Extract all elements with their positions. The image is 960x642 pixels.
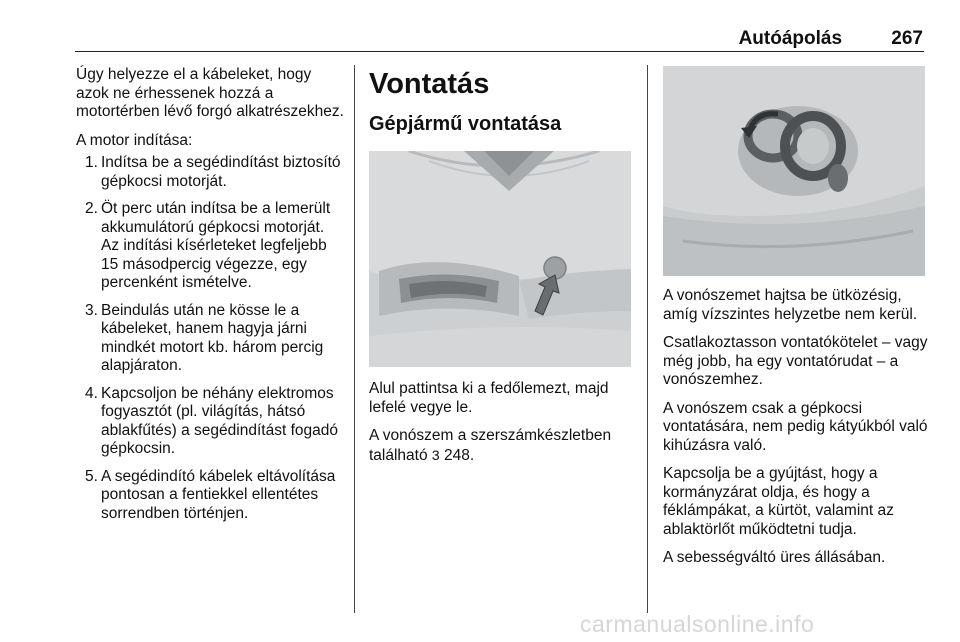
left-column [76, 66, 344, 532]
header-section-title: Autóápolás [738, 28, 843, 49]
page-header [739, 28, 923, 50]
page-reference-arrow-icon: 3 [431, 446, 440, 463]
middle-column [369, 66, 639, 475]
list-item [76, 154, 344, 191]
header-page-number: 267 [891, 28, 923, 49]
section-title: Vontatás [369, 68, 490, 100]
step-text: Indítsa be a segédindítást biztosító gépkocsi motorját. [101, 154, 341, 190]
towing-eye-illustration [663, 66, 925, 276]
watermark: carmanualsonline.info [580, 611, 815, 637]
column-divider-left [354, 65, 355, 613]
step-text: Beindulás után ne kösse le a kábeleket, hanem hagyja járni mindkét motort kb. három percig alapjáraton. [101, 301, 324, 374]
step-text: Öt perc után indítsa be a lemerült akkumulátorú gépkocsi motorját. Az indítási kísérleteket legfeljebb 15 másodpercig végezze, egy percenként ismételve. [101, 200, 331, 291]
bumper-cover-illustration [369, 151, 631, 367]
section-subtitle: Gépjármű vontatása [369, 113, 562, 135]
right-paragraph-5: A sebességváltó üres állásában. [663, 549, 886, 566]
towing-eye-location-paragraph [369, 427, 639, 465]
column-divider-right [647, 65, 648, 613]
list-item [76, 468, 344, 524]
step-text: A segédindító kábelek eltávolítása pontosan a fentiekkel ellentétes sorrendben történjen. [101, 467, 336, 522]
remove-cover-paragraph: Alul pattintsa ki a fedőlemezt, majd lefelé vegye le. [369, 380, 609, 416]
list-item [76, 200, 344, 293]
step-number: 4. [85, 384, 98, 402]
header-rule [75, 51, 924, 52]
step-number: 5. [85, 467, 98, 485]
list-item [76, 302, 344, 376]
right-paragraph-2: Csatlakoztasson vontatókötelet – vagy még jobb, ha egy vontatórudat – a vonószemhez. [663, 334, 928, 388]
right-paragraph-4: Kapcsolja be a gyújtást, hogy a kormányzárat oldja, és hogy a féklámpákat, a kürtöt, valamint az ablaktörlőt működtetni tudja. [663, 465, 894, 538]
step-number: 2. [85, 200, 98, 217]
right-column [663, 66, 928, 578]
intro-paragraph: Úgy helyezze el a kábeleket, hogy azok ne érhessenek hozzá a motortérben lévő forgó alkatrészekhez. [76, 66, 344, 120]
page-reference-number: 248. [439, 446, 475, 464]
towing-eye-location-text: A vonószem a szerszámkészletben található [369, 427, 612, 464]
step-number: 3. [85, 301, 98, 319]
start-label: A motor indítása: [76, 131, 193, 149]
start-steps-list [76, 154, 344, 523]
right-paragraph-1: A vonószemet hajtsa be ütközésig, amíg vízszintes helyzetbe nem kerül. [663, 287, 918, 323]
step-number: 1. [85, 154, 98, 171]
step-text: Kapcsoljon be néhány elektromos fogyasztót (pl. világítás, hátsó ablakfűtés) a segédindítást fogadó gépkocsin. [101, 384, 338, 457]
right-paragraph-3: A vonószem csak a gépkocsi vontatására, nem pedig kátyúkból való kihúzásra való. [663, 399, 928, 454]
list-item [76, 385, 344, 459]
